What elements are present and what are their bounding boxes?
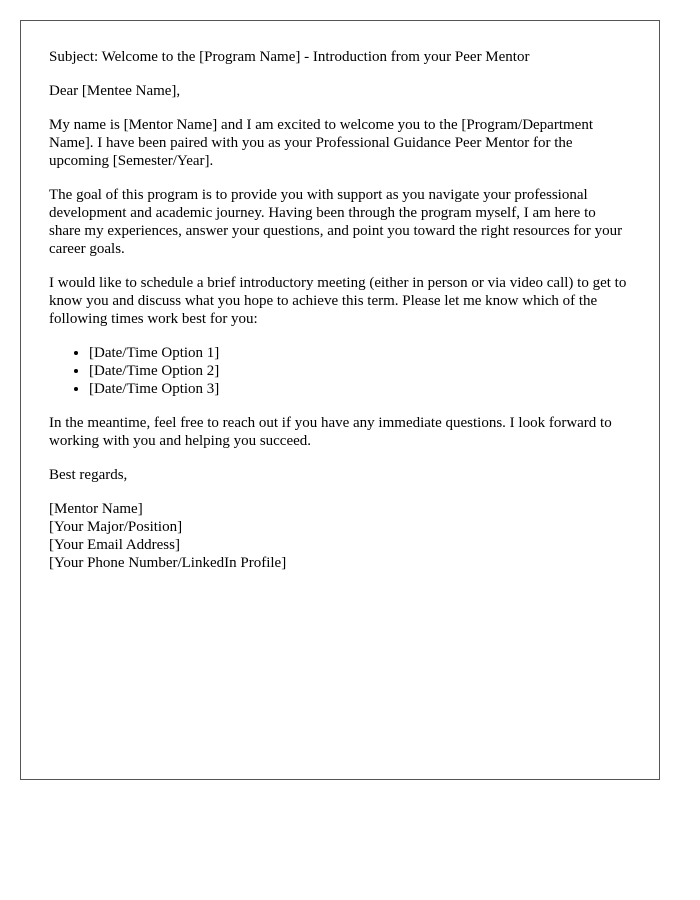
time-option-2: • [Date/Time Option 2] — [89, 362, 631, 380]
sign-off: Best regards, — [49, 467, 128, 483]
time-option-1: • [Date/Time Option 1] — [89, 344, 631, 362]
meeting-request-paragraph: I would like to schedule a brief introductory meeting (either in person or via video call) to get to know you and discuss what you hope to achieve this term. Please let me know which of the following times work best for you: — [49, 275, 627, 327]
letter-container — [20, 20, 660, 780]
intro-paragraph: My name is [Mentor Name] and I am excited to welcome you to the [Program/Department Name]. I have been paired with you as your Professional Guidance Peer Mentor for the upcoming [Semester/Year]. — [49, 117, 593, 169]
signature-position: [Your Major/Position] — [49, 519, 183, 535]
signature-contact: [Your Phone Number/LinkedIn Profile] — [49, 555, 287, 571]
time-options-list — [49, 344, 631, 398]
signature-name: [Mentor Name] — [49, 501, 143, 517]
closing-paragraph: In the meantime, feel free to reach out if you have any immediate questions. I look forward to working with you and helping you succeed. — [49, 415, 612, 449]
signature-block — [49, 500, 631, 572]
signature-email: [Your Email Address] — [49, 537, 180, 553]
time-option-3: • [Date/Time Option 3] — [89, 380, 631, 398]
program-goal-paragraph: The goal of this program is to provide you with support as you navigate your professional development and academic journey. Having been through the program myself, I am here to share my experiences, answer your questions, and point you toward the right resources for your career goals. — [49, 187, 623, 257]
subject-line: Subject: Welcome to the [Program Name] - Introduction from your Peer Mentor — [49, 49, 530, 65]
greeting: Dear [Mentee Name], — [49, 83, 181, 99]
